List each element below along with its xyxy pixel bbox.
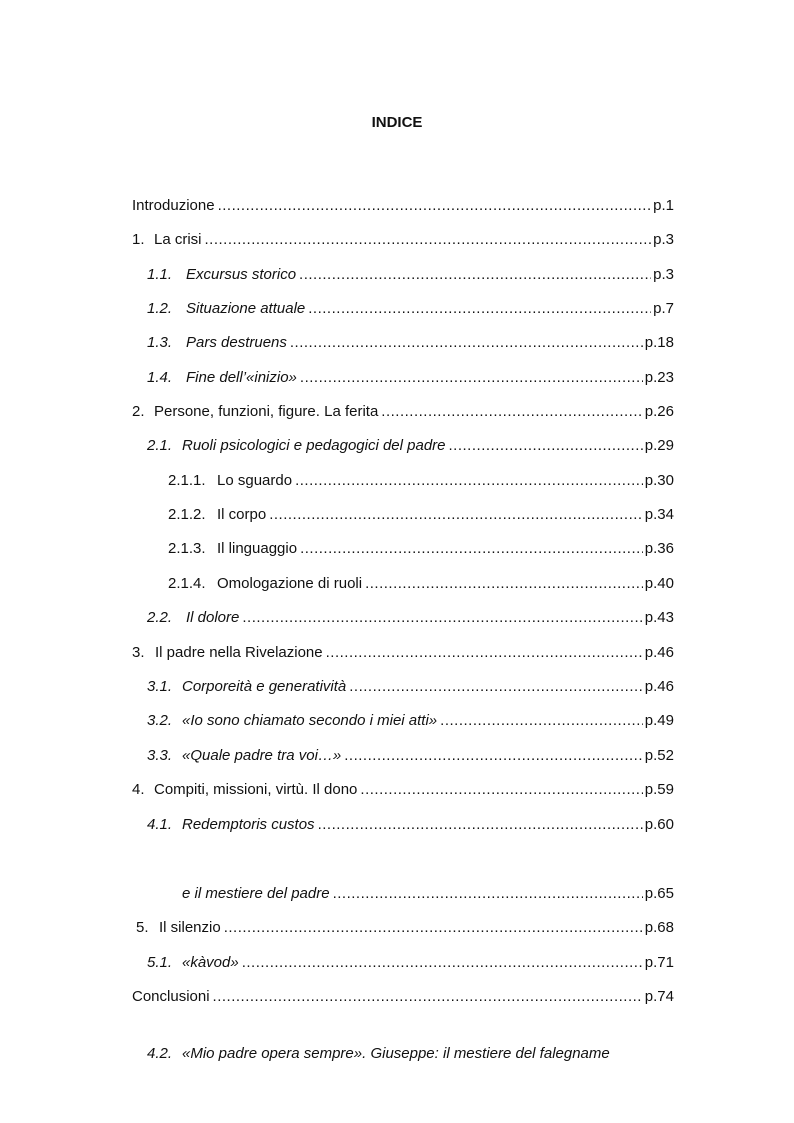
entry-text: Persone, funzioni, figure. La ferita: [154, 403, 379, 420]
dot-leader: [449, 435, 643, 457]
toc-entry-2-1-4[interactable]: [168, 573, 674, 595]
entry-text: Il padre nella Rivelazione: [155, 644, 323, 661]
entry-text: Redemptoris custos: [182, 816, 315, 833]
entry-page: p.3: [653, 231, 674, 248]
dot-leader: [360, 779, 642, 801]
entry-text: Il dolore: [186, 609, 240, 626]
toc-entry-3-2[interactable]: [147, 710, 674, 732]
entry-page: p.65: [644, 885, 674, 902]
entry-number: 1.: [132, 231, 145, 248]
toc-entry-2-1-1[interactable]: [168, 470, 674, 492]
dot-leader: [299, 264, 651, 286]
entry-page: p.18: [644, 334, 674, 351]
entry-text: «kàvod»: [182, 954, 239, 971]
entry-page: p.34: [644, 506, 674, 523]
entry-number: 2.1.4.: [168, 575, 206, 592]
entry-page: p.43: [644, 609, 674, 626]
toc-entry-4[interactable]: [132, 779, 674, 801]
toc-entry-1[interactable]: [132, 229, 674, 251]
dot-leader: [213, 986, 643, 1008]
entry-page: p.36: [644, 540, 674, 557]
dot-leader: [224, 917, 643, 939]
toc-entry-5-1[interactable]: [147, 952, 674, 974]
toc-entry-4-1[interactable]: [147, 814, 674, 836]
entry-page: p.46: [644, 644, 674, 661]
dot-leader: [300, 538, 643, 560]
toc-entry-conclusioni[interactable]: [132, 986, 674, 1008]
entry-page: p.26: [644, 403, 674, 420]
entry-number: 3.1.: [147, 678, 173, 695]
entry-page: p.1: [653, 197, 674, 214]
entry-text: e il mestiere del padre: [182, 885, 330, 902]
entry-number: 2.1.1.: [168, 472, 206, 489]
toc-entry-2-2[interactable]: [147, 607, 674, 629]
entry-text: La crisi: [154, 231, 202, 248]
entry-number: 2.1.2.: [168, 506, 206, 523]
entry-page: p.30: [644, 472, 674, 489]
dot-leader: [349, 676, 643, 698]
toc-entry-2-1[interactable]: [147, 435, 674, 457]
toc-entry-1-3[interactable]: [147, 332, 674, 354]
dot-leader: [205, 229, 652, 251]
dot-leader: [318, 814, 643, 836]
entry-page: p.3: [653, 266, 674, 283]
entry-number: 5.1.: [147, 954, 173, 971]
entry-page: p.46: [644, 678, 674, 695]
toc-entry-4-2[interactable]: [147, 1043, 610, 1065]
toc-entry-1-2[interactable]: [147, 298, 674, 320]
entry-text: Ruoli psicologici e pedagogici del padre: [182, 437, 446, 454]
dot-leader: [269, 504, 643, 526]
dot-leader: [290, 332, 643, 354]
dot-leader: [242, 607, 642, 629]
dot-leader: [326, 642, 643, 664]
entry-text: Lo sguardo: [217, 472, 293, 489]
toc-entry-introduzione[interactable]: [132, 195, 674, 217]
entry-text: Conclusioni: [132, 988, 210, 1005]
entry-number: 3.3.: [147, 747, 173, 764]
entry-text: Il linguaggio: [217, 540, 298, 557]
entry-number: 2.1.3.: [168, 540, 206, 557]
dot-leader: [333, 883, 643, 905]
entry-number: 4.: [132, 781, 145, 798]
entry-text: Corporeità e generatività: [182, 678, 347, 695]
toc-entry-3-1[interactable]: [147, 676, 674, 698]
entry-number: 3.: [132, 644, 145, 661]
toc-entry-1-1[interactable]: [147, 264, 674, 286]
entry-page: p.52: [644, 747, 674, 764]
toc-entry-4-2-cont[interactable]: [182, 883, 674, 905]
entry-number: 4.1.: [147, 816, 173, 833]
toc-entry-2-1-3[interactable]: [168, 538, 674, 560]
toc-entry-1-4[interactable]: [147, 367, 674, 389]
entry-text: «Quale padre tra voi…»: [182, 747, 342, 764]
toc-entry-3-3[interactable]: [147, 745, 674, 767]
entry-text: «Io sono chiamato secondo i miei atti»: [182, 712, 438, 729]
entry-number: 1.3.: [147, 334, 173, 351]
entry-page: p.7: [653, 300, 674, 317]
entry-text: Fine dell’«inizio»: [186, 369, 297, 386]
entry-text: Introduzione: [132, 197, 215, 214]
page-title: INDICE: [371, 114, 423, 131]
entry-page: p.60: [644, 816, 674, 833]
entry-number: 4.2.: [147, 1045, 173, 1062]
entry-text: Pars destruens: [186, 334, 287, 351]
entry-page: p.49: [644, 712, 674, 729]
entry-number: 2.1.: [147, 437, 173, 454]
dot-leader: [242, 952, 643, 974]
entry-page: p.23: [644, 369, 674, 386]
entry-page: p.29: [644, 437, 674, 454]
toc-entry-2[interactable]: [132, 401, 674, 423]
dot-leader: [218, 195, 652, 217]
entry-number: 2.2.: [147, 609, 173, 626]
dot-leader: [344, 745, 643, 767]
entry-number: 3.2.: [147, 712, 173, 729]
entry-text: Il silenzio: [159, 919, 221, 936]
entry-text: Excursus storico: [186, 266, 297, 283]
entry-number: 1.1.: [147, 266, 173, 283]
entry-page: p.40: [644, 575, 674, 592]
entry-page: p.71: [644, 954, 674, 971]
entry-number: 1.4.: [147, 369, 173, 386]
entry-number: 5.: [136, 919, 149, 936]
dot-leader: [365, 573, 643, 595]
toc-entry-2-1-2[interactable]: [168, 504, 674, 526]
entry-text: Compiti, missioni, virtù. Il dono: [154, 781, 358, 798]
entry-number: 2.: [132, 403, 145, 420]
entry-number: 1.2.: [147, 300, 173, 317]
entry-text: Situazione attuale: [186, 300, 306, 317]
dot-leader: [440, 710, 643, 732]
dot-leader: [300, 367, 643, 389]
entry-page: p.59: [644, 781, 674, 798]
toc-entry-5[interactable]: [136, 917, 674, 939]
dot-leader: [381, 401, 643, 423]
entry-text: Omologazione di ruoli: [217, 575, 363, 592]
entry-page: p.74: [644, 988, 674, 1005]
entry-text: Il corpo: [217, 506, 267, 523]
entry-page: p.68: [644, 919, 674, 936]
toc-entry-3[interactable]: [132, 642, 674, 664]
entry-text: «Mio padre opera sempre». Giuseppe: il mestiere del falegname: [182, 1045, 610, 1062]
dot-leader: [295, 470, 643, 492]
dot-leader: [308, 298, 651, 320]
